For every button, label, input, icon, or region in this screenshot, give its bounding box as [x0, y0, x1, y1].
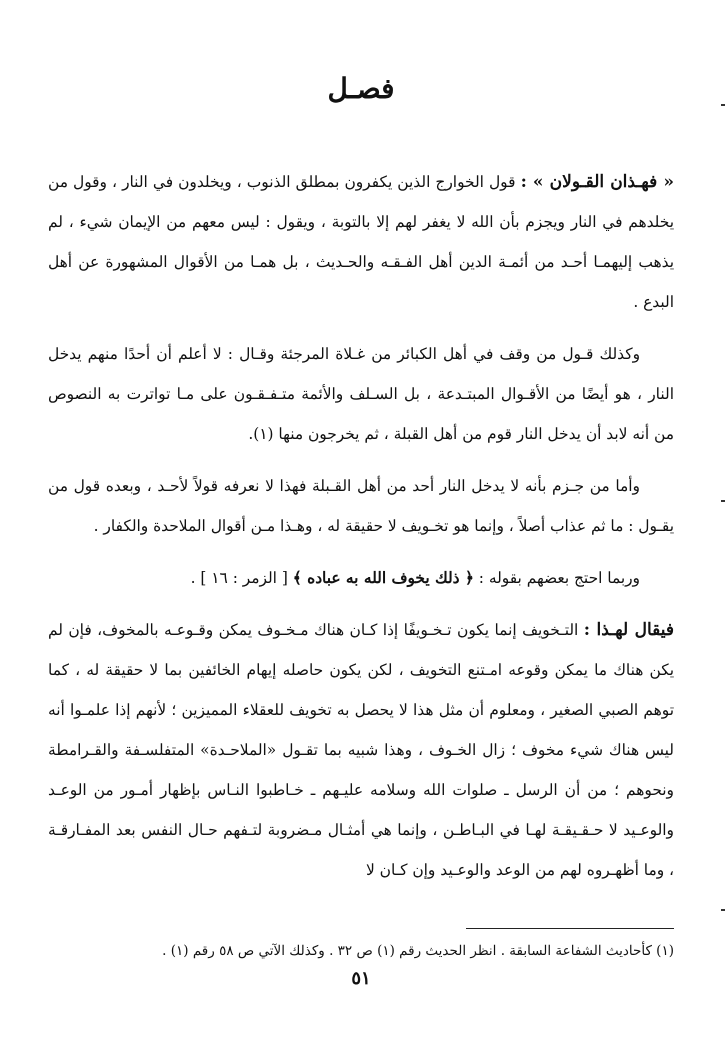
paragraph-1-text: قول الخوارج الذين يكفرون بمطلق الذنوب ، ويخلدون في النار ، وقول من يخلدهم في النار ويجزم بأن الله لا يغفر لهم إلا بالتوبة ، ويقول : ليس معهم من الإيمان شيء ، لم يذهب إليهمـا أحـد من أئمـة الدين أهل الفـقـه والحـديث ، بل همـا من الأقوال المشهورة عن أهل البدع . [48, 173, 674, 311]
paragraph-3 [48, 466, 674, 546]
verse-reference: [ الزمر : ١٦ ] . [190, 569, 288, 587]
section-title: فصـل [327, 72, 395, 105]
paragraph-5 [48, 610, 674, 890]
body-text [48, 162, 674, 902]
paragraph-4 [48, 558, 674, 598]
paragraph-4-before: وربما احتج بعضهم بقوله : [478, 569, 640, 587]
scan-mark [721, 500, 725, 502]
page-number: ٥١ [351, 968, 371, 989]
paragraph-2-text: وكذلك قـول من وقف في أهل الكبائر من غـلاة المرجئة وقـال : لا أعلم أن أحدًا منهم يدخل النار ، هو أيضًا من الأقـوال المبتـدعة ، بل السـلف والأئمة متـفـقـون على مـا تواترت به النصوص من أنه لابد أن يدخل النار قوم من أهل القبلة ، ثم يخرجون منها (١). [48, 345, 674, 443]
paragraph-2 [48, 334, 674, 454]
footnote: (١) كأحاديث الشفاعة السابقة . انظر الحديث رقم (١) ص ٣٢ . وكذلك الآتي ص ٥٨ رقم (١) . [162, 943, 674, 959]
paragraph-5-text: التـخويف إنما يكون تـخـويفًا إذا كـان هناك مـخـوف يمكن وقـوعـه بالمخوف، فإن لم يكن هناك ما يمكن وقوعه امـتنع التخويف ، لكن يكون حاصله إيهام الخائفين بما لا حقيقة له ، كما توهم الصبي الصغير ، ومعلوم أن مثل هذا لا يحصل به تخويف للعقلاء المميزين ؛ لأنهم إذا علمـوا أنه ليس هناك شيء مخوف ؛ زال الخـوف ، وهذا شبيه بما تقـول «الملاحـدة» المتفلسـفة والقـرامطة ونحوهم ؛ من أن الرسل ـ صلوات الله وسلامه عليـهم ـ خـاطبوا النـاس بإظهار أمـور من الوعـد والوعـيد لا حـقـيقـة لهـا في البـاطـن ، وإنما هي أمثـال مـضروبة لتـفهم حـال النفس بعد المفـارقـة ، وما أظهـروه لهم من الوعد والوعـيد وإن كـان لا [48, 621, 674, 879]
paragraph-3-text: وأما من جـزم بأنه لا يدخل النار أحد من أهل القـبلة فهذا لا نعرفه قولاً لأحـد ، وبعده قول من يقـول : ما ثم عذاب أصلاً ، وإنما هو تخـويف لا حقيقة له ، وهـذا مـن أقوال الملاحدة والكفار . [48, 477, 674, 535]
footnote-divider [466, 928, 674, 929]
paragraph-1 [48, 162, 674, 322]
paragraph-1-lead: « فهـذان القـولان » : [520, 172, 674, 192]
scan-mark [721, 104, 725, 106]
page [48, 0, 674, 1037]
paragraph-5-lead: فيقال لهـذا : [583, 620, 674, 640]
scan-mark [721, 909, 725, 911]
quran-verse: ﴿ ذلك يخوف الله به عباده ﴾ [292, 569, 474, 587]
